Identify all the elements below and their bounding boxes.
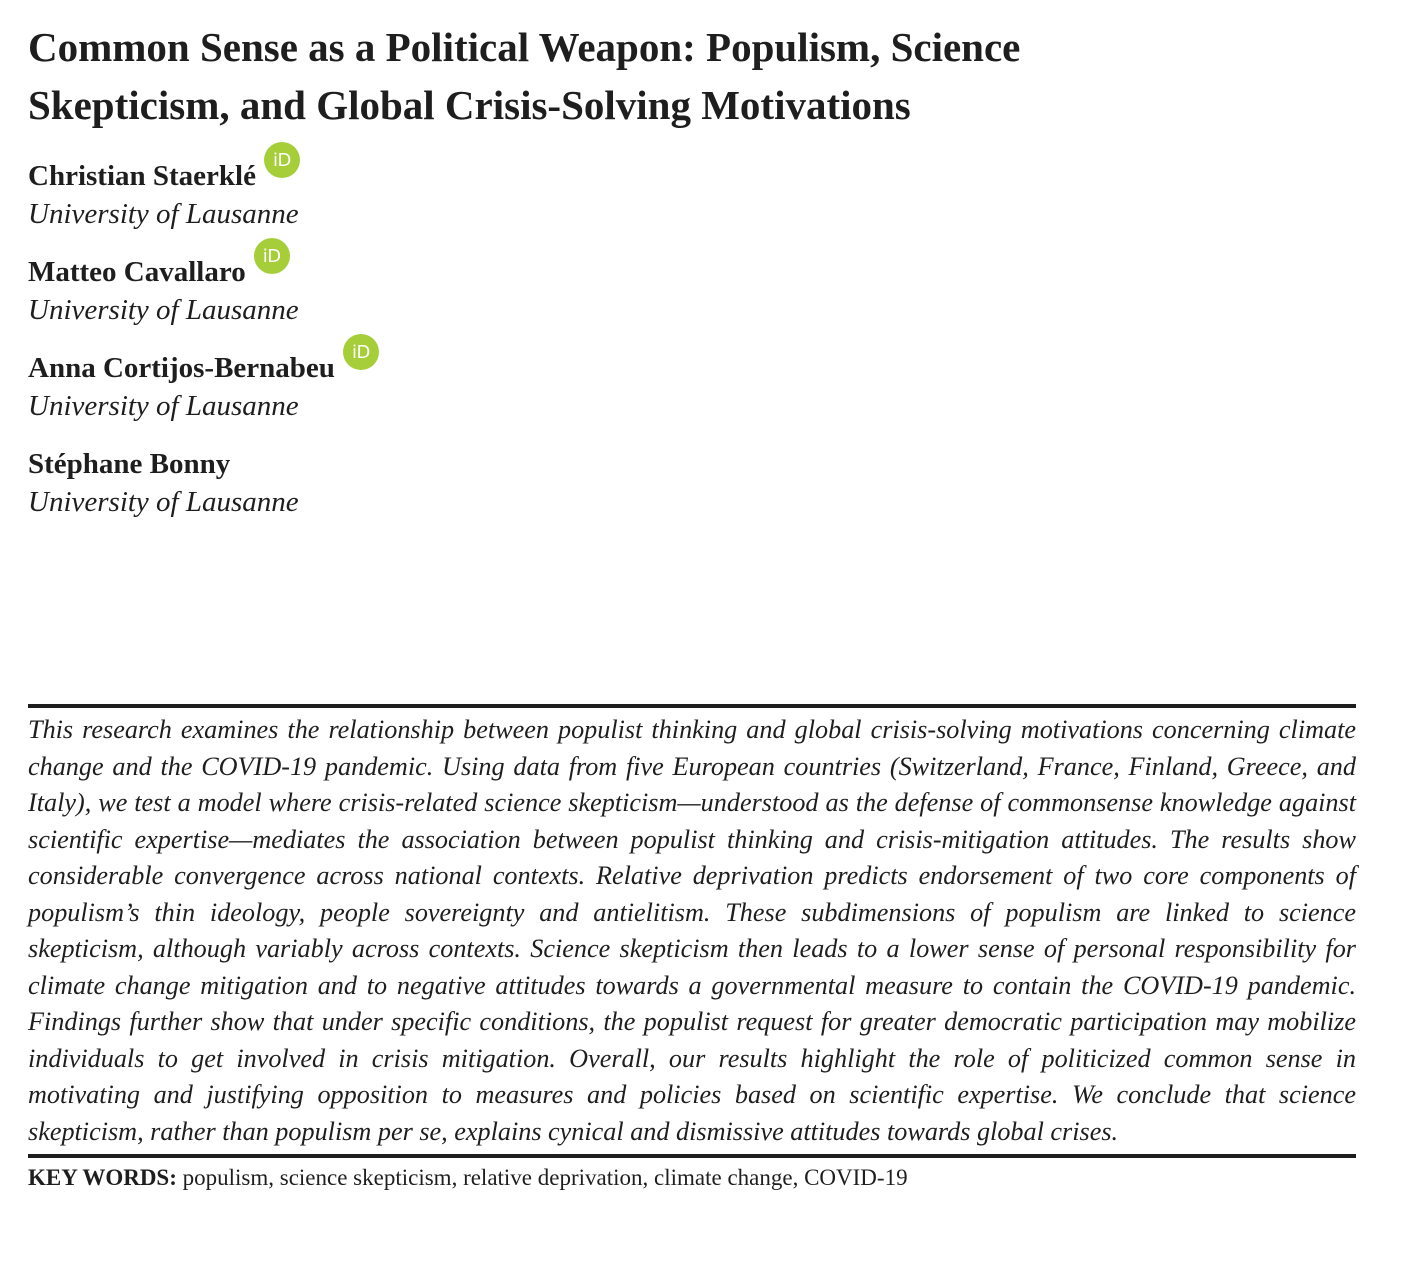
keywords-label: KEY WORDS: <box>28 1165 177 1190</box>
author-name-line <box>28 149 1356 192</box>
author-affiliation: University of Lausanne <box>28 486 299 518</box>
author-affiliation: University of Lausanne <box>28 198 299 230</box>
abstract-section <box>28 704 1356 1195</box>
author-name: Stéphane Bonny <box>28 448 231 480</box>
author-entry <box>28 341 1356 426</box>
keywords-text: populism, science skepticism, relative deprivation, climate change, COVID-19 <box>182 1165 908 1190</box>
author-name: Christian Staerklé <box>28 160 256 192</box>
author-affiliation: University of Lausanne <box>28 390 299 422</box>
author-name-line <box>28 245 1356 288</box>
paper-title: Common Sense as a Political Weapon: Populism, Science Skepticism, and Global Crisis-Solving Motivations <box>28 24 1021 128</box>
orcid-icon[interactable]: iD <box>343 334 379 370</box>
author-name-line <box>28 440 1356 480</box>
author-list <box>28 149 1356 522</box>
author-name: Anna Cortijos-Bernabeu <box>28 352 335 384</box>
author-entry <box>28 440 1356 522</box>
abstract-bottom-rule <box>28 1154 1356 1158</box>
abstract-top-rule <box>28 704 1356 708</box>
author-entry <box>28 149 1356 234</box>
paper-page <box>28 18 1356 1190</box>
author-entry <box>28 245 1356 330</box>
author-name: Matteo Cavallaro <box>28 256 246 288</box>
orcid-icon[interactable]: iD <box>254 238 290 274</box>
author-name-line <box>28 341 1356 384</box>
abstract-text: This research examines the relationship between populist thinking and global crisis-solving motivations concerning climate change and the COVID-19 pandemic. Using data from five European countries (Switzerland, France, Finland, Greece, and Italy), we test a model where crisis-related science skepticism—understood as the defense of commonsense knowledge against scientific expertise—mediates the association between populist thinking and crisis-mitigation attitudes. The results show considerable convergence across national contexts. Relative deprivation predicts endorsement of two core components of populism’s thin ideology, people sovereignty and antielitism. These subdimensions of populism are linked to science skepticism, although variably across contexts. Science skepticism then leads to a lower sense of personal responsibility for climate change mitigation and to negative attitudes towards a governmental measure to contain the COVID-19 pandemic. Findings further show that under specific conditions, the populist request for greater democratic participation may mobilize individuals to get involved in crisis mitigation. Overall, our results highlight the role of politicized common sense in motivating and justifying opposition to measures and policies based on scientific expertise. We conclude that science skepticism, rather than populism per se, explains cynical and dismissive attitudes towards global crises. <box>28 715 1356 1146</box>
orcid-icon[interactable]: iD <box>264 142 300 178</box>
author-affiliation: University of Lausanne <box>28 294 299 326</box>
keywords-line <box>28 1161 1356 1195</box>
